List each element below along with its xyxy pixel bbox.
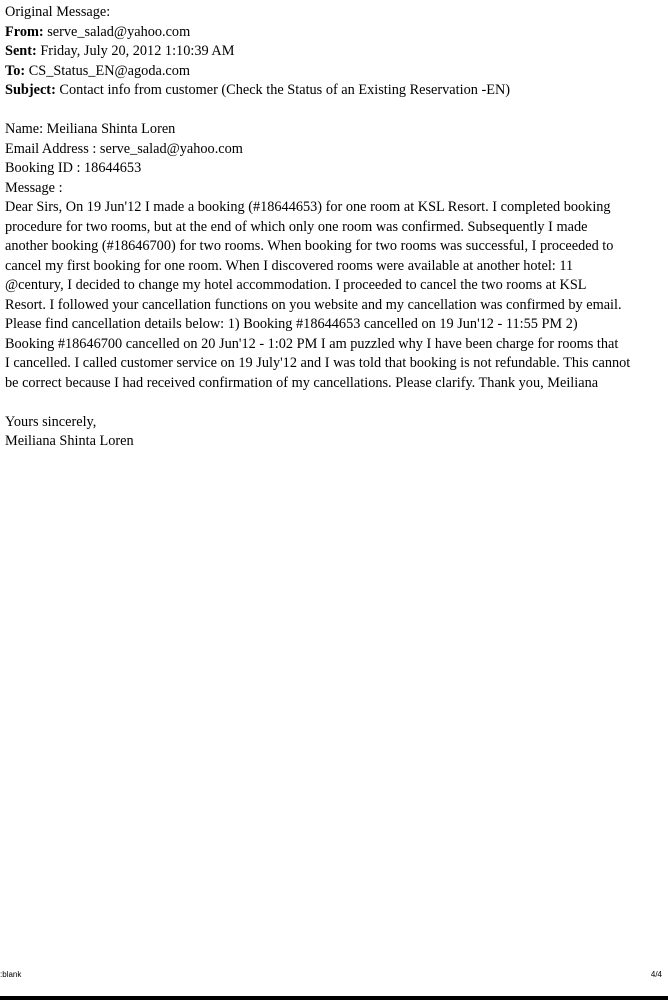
message-line: @century, I decided to change my hotel accommodation. I proceeded to cancel the two rooms at KSL (5, 277, 587, 293)
from-value: serve_salad@yahoo.com (47, 23, 191, 40)
sent-label: Sent: (5, 43, 37, 59)
sign-off: Yours sincerely, (5, 413, 97, 430)
message-body (5, 198, 657, 393)
bottom-border (0, 996, 668, 1000)
message-line: Please find cancellation details below: 1) Booking #18644653 cancelled on 19 Jun'12 - 11:55 PM 2) (5, 316, 578, 332)
spacer (5, 101, 663, 121)
email-address-field: Email Address : serve_salad@yahoo.com (5, 140, 243, 157)
print-footer (0, 966, 668, 984)
signature: Meiliana Shinta Loren (5, 433, 134, 449)
message-line: cancel my first booking for one room. When I discovered rooms were available at another hotel: 11 (5, 257, 574, 274)
subject-row (5, 81, 663, 101)
subject-label: Subject: (5, 82, 56, 98)
page-number: 4/4 (650, 970, 662, 979)
from-row (5, 23, 663, 43)
sent-row (5, 42, 663, 62)
from-label: From: (5, 23, 44, 40)
message-line: Dear Sirs, On 19 Jun'12 I made a booking (#18644653) for one room at KSL Resort. I completed booking (5, 199, 611, 215)
to-label: To: (5, 62, 26, 79)
message-label: Message : (5, 179, 63, 196)
message-line: another booking (#18646700) for two rooms. When booking for two rooms was successful, I proceeded to (5, 238, 614, 254)
message-line: procedure for two rooms, but at the end of which only one room was confirmed. Subsequently I made (5, 218, 588, 235)
to-row (5, 62, 663, 82)
sent-value: Friday, July 20, 2012 1:10:39 AM (40, 43, 235, 59)
original-message-label: Original Message: (5, 4, 111, 20)
message-line: Booking #18646700 cancelled on 20 Jun'12 - 1:02 PM I am puzzled why I have been charge for rooms that (5, 335, 619, 352)
spacer (5, 393, 663, 413)
booking-id-field: Booking ID : 18644653 (5, 160, 142, 176)
name-field: Name: Meiliana Shinta Loren (5, 121, 176, 137)
message-line: Resort. I followed your cancellation functions on you website and my cancellation was confirmed by email. (5, 296, 622, 313)
message-line: I cancelled. I called customer service on 19 July'12 and I was told that booking is not refundable. This cannot (5, 355, 631, 371)
footer-url: :blank (0, 970, 22, 979)
subject-value: Contact info from customer (Check the Status of an Existing Reservation -EN) (59, 82, 511, 98)
to-value: CS_Status_EN@agoda.com (28, 62, 191, 79)
email-document (5, 3, 663, 452)
message-line: be correct because I had received confirmation of my cancellations. Please clarify. Thank you, Meiliana (5, 374, 599, 391)
